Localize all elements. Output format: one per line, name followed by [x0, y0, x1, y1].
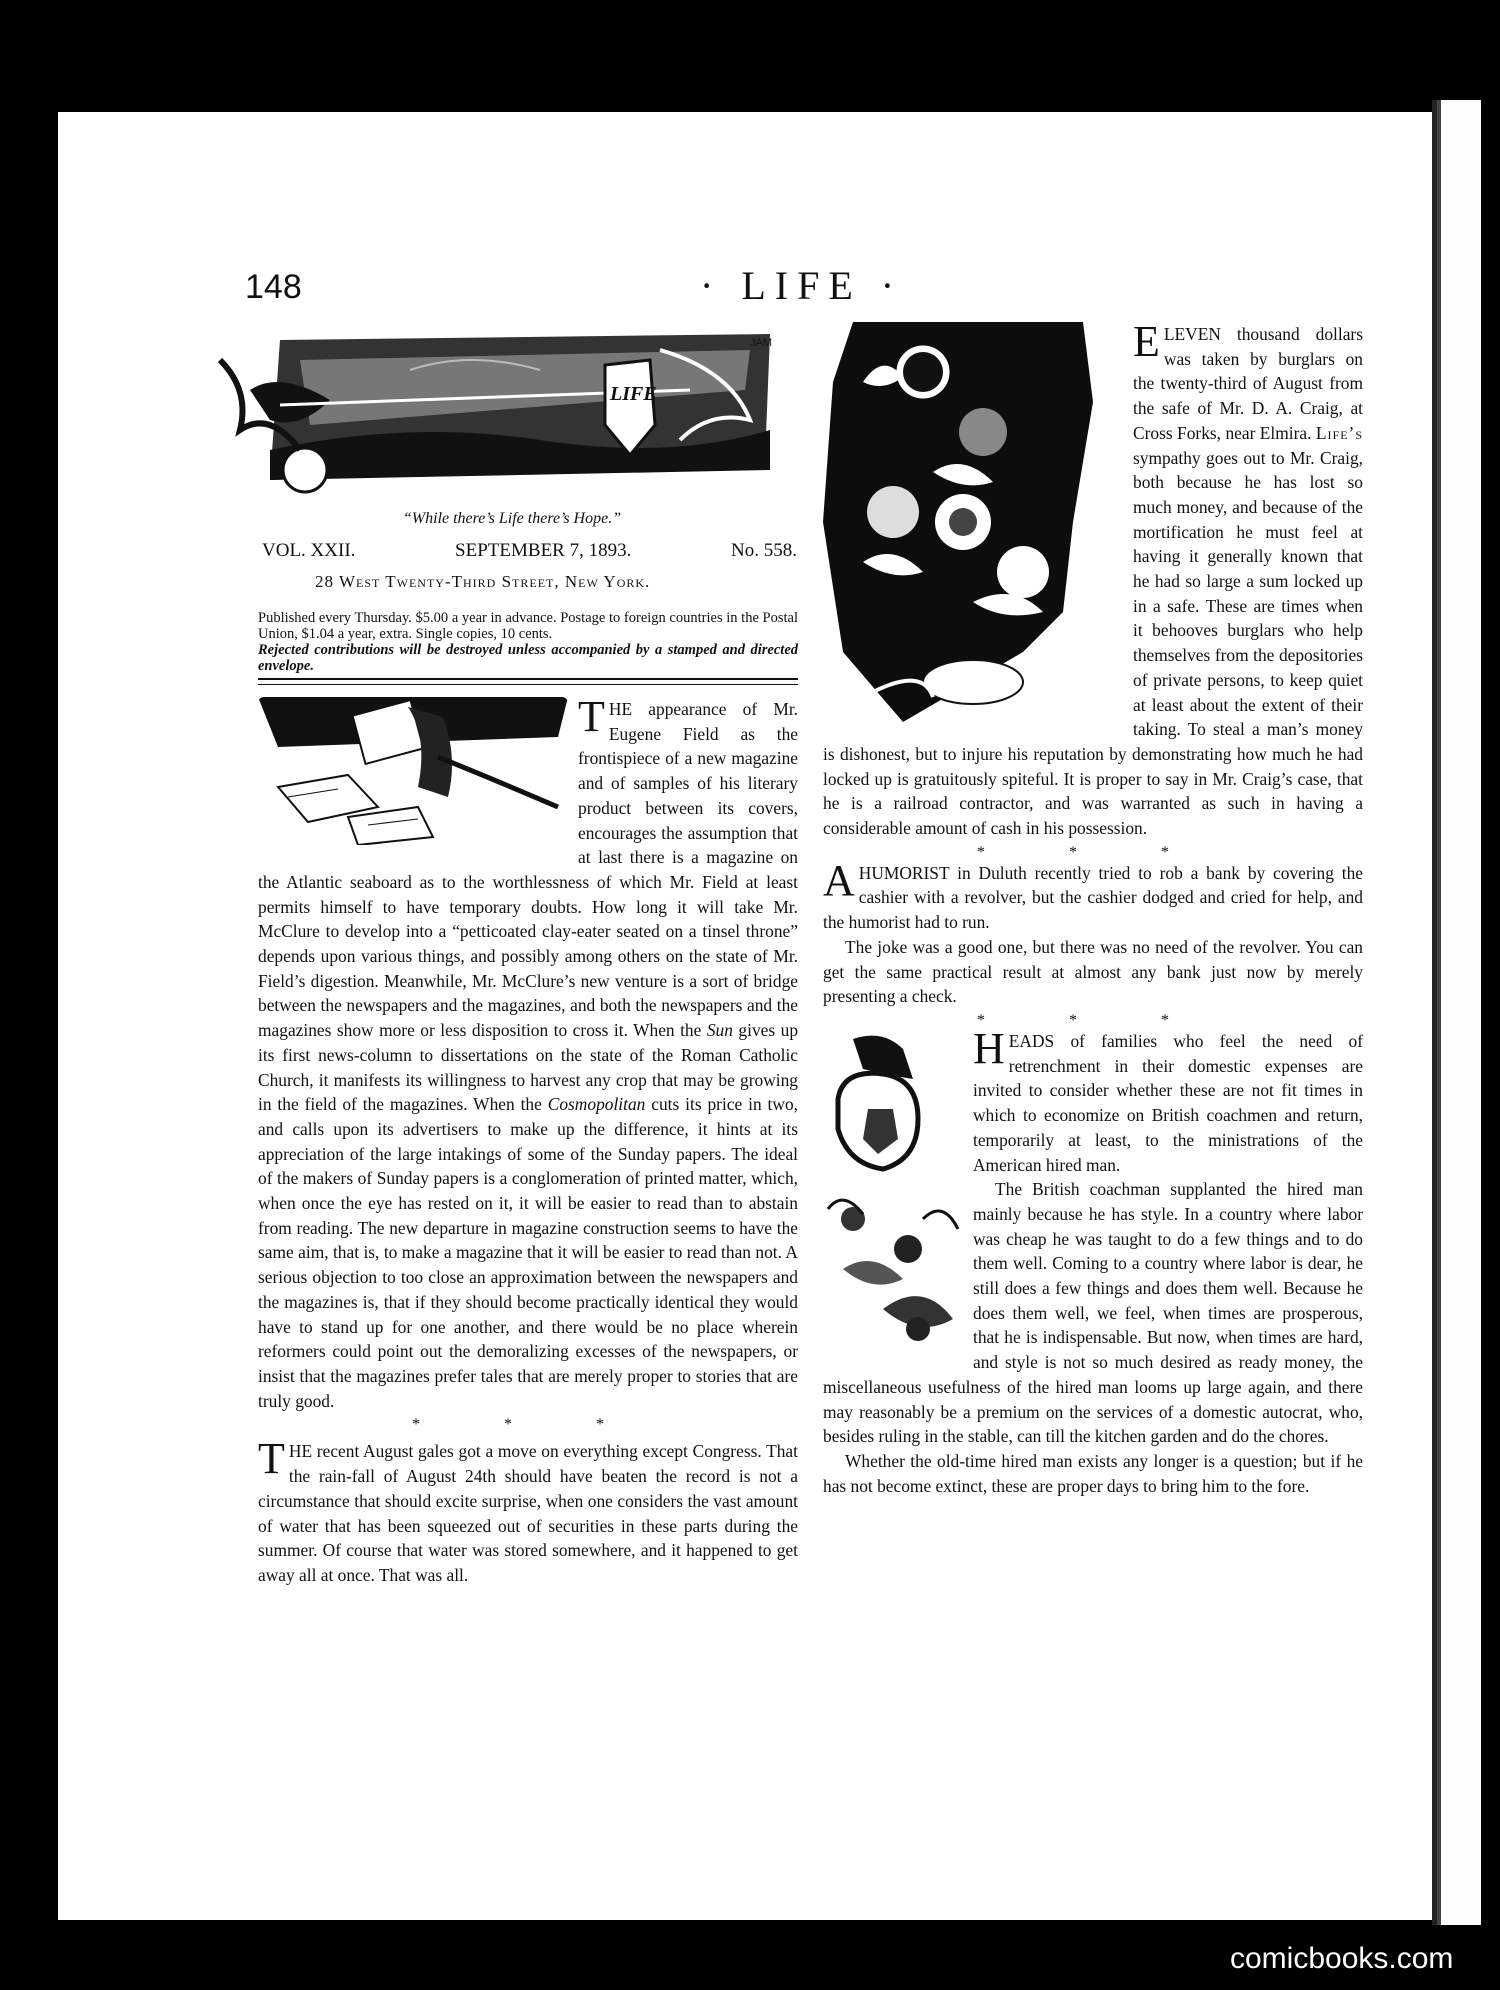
- dropcap: E: [1133, 317, 1160, 366]
- dropcap: A: [823, 855, 855, 905]
- page-number: 148: [245, 268, 302, 306]
- dropcap: T: [578, 692, 605, 741]
- motto: “While there’s Life there’s Hope.”: [402, 510, 622, 527]
- article-paragraph: The British coachman supplanted the hired man mainly because he has style. In a country where labor was cheap he was taught to do a few things and to do them well. Coming to a country where labor is dear, he still does a few things and does them well. Because he does them well, we feel, when times are prosperous, that he is indispensable. But now, when times are hard, and style is not so much desired as ready money, the miscellaneous usefulness of the hired man looms up large again, and there may reasonably be a premium on the services of a domestic autocrat, who, besides ruling in the stable, can till the kitchen garden and do the chores.: [823, 1179, 1363, 1447]
- issue-date: SEPTEMBER 7, 1893.: [455, 540, 632, 561]
- article-paragraph: The joke was a good one, but there was no need of the revolver. You can get the same practical result at almost any bank just now by merely presenting a check.: [823, 936, 1363, 1007]
- next-page-edge: [1437, 100, 1481, 1925]
- divider-rule: [258, 678, 798, 680]
- artist-signature: JAM: [750, 337, 772, 349]
- publication-notice: [258, 610, 798, 674]
- left-column: [258, 692, 799, 1588]
- section-separator: * * *: [412, 1416, 644, 1434]
- article-smallcaps: Life’s: [1315, 422, 1363, 443]
- article-text: HE appearance of Mr. Eugene Field as the frontispiece of a new magazine and of samples of his literary product between its covers, encourages the assumption that at last there is a magazine on the Atlantic seaboard as to the worthlessness of which Mr. Field at least permits himself to have temporary doubts. How long it will take Mr. McClure to develop into a “petticoated clay-eater seated on a tinsel throne” depends upon various things, and possibly among others on the state of Mr. Field’s digestion. Meanwhile, Mr. McClure’s new venture is a sort of bridge between the newspapers and the magazines, and both the newspapers and the magazines show more or less disposition to cross it. When the: [258, 699, 798, 1041]
- article-italic: Sun: [706, 1020, 733, 1041]
- article-text: cuts its price in two, and calls upon its advertisers to make up the difference, it hints at its appreciation of the large intakings of some of the Sunday papers. The ideal of the makers of Sunday papers is a conglomeration of printed matter, which, when once the eye has rested on it, it will be easier to read than to abstain from reading. The new departure in magazine construction seems to have the same aim, that is, to make a magazine that it will be easier to read than not. A serious objection to too close an approximation between the newspapers and the magazines is, that if they should become practically identical they would have to stand up for one another, and there would be no place wherein reformers could point out the demoralizing excesses of the newspapers, or insist that the magazines prefer tales that are merely proper to stories that are truly good.: [258, 1094, 798, 1411]
- article-text: LEVEN thousand dollars was taken by burglars on the twenty-third of August from the safe of Mr. D. A. Craig, at Cross Forks, near Elmira.: [1133, 324, 1363, 443]
- flying-coins-illustration: [823, 322, 1123, 732]
- address-line: 28 West Twenty-Third Street, New York.: [315, 572, 651, 591]
- article-text: EADS of families who feel the need of retrenchment in their domestic expenses are invited to consider whether these are not fit times in which to economize on British coachmen and return, temporarily at least, to the ministrations of the American hired man.: [973, 1030, 1363, 1175]
- article-text: sympathy goes out to Mr. Craig, both because he has lost so much money, and because of the mortification he must feel at having it generally known that he had so large a sum locked up in a safe. These are times when it behooves burglars who help themselves from the depositories of private persons, to keep quiet at least about the extent of their taking. To steal a man’s money is dishonest, but to injure his reputation by demonstrating how much he had locked up is gratuitously spiteful. It is proper to say in Mr. Craig’s case, that he is a railroad contractor, and was warranted as such in having a considerable amount of cash in his possession.: [823, 447, 1363, 839]
- article-text: HE recent August gales got a move on everything except Congress. That the rain-fall of August 24th should have beaten the record is not a circumstance that should excite surprise, when one considers the vast amount of water that has been squeezed out of securities in these parts during the summer. Of course that water was stored somewhere, and it happened to get away all at once. That was all.: [258, 1441, 798, 1585]
- dropcap: T: [258, 1434, 285, 1484]
- header-illustration: [210, 330, 802, 500]
- masthead-title: · LIFE ·: [700, 263, 904, 308]
- books-illustration: [258, 697, 568, 845]
- article-italic: Cosmopolitan: [547, 1094, 646, 1115]
- section-separator: * * *: [977, 1011, 1209, 1029]
- section-separator: * * *: [977, 843, 1209, 861]
- notice-text: Published every Thursday. $5.00 a year in advance. Postage to foreign countries in the Postal Union, $1.04 a year, extra. Single copies, 10 cents.: [258, 610, 798, 642]
- coachman-illustration: [823, 1029, 963, 1359]
- right-column: [823, 317, 1363, 1498]
- article-text: gives up its first news-column to dissertations on the state of the Roman Catholic Church, it manifests its willingness to harvest any crop that may be growing in the field of the magazines. When the: [258, 1020, 799, 1115]
- article-text: HUMORIST in Duluth recently tried to rob a bank by covering the cashier with a revolver, but the cashier dodged and cried for help, and the humorist had to run.: [823, 862, 1363, 933]
- watermark: comicbooks.com: [1230, 1942, 1454, 1975]
- notice-italic: Rejected contributions will be destroyed unless accompanied by a stamped and directed envelope.: [258, 642, 798, 674]
- divider-rule: [258, 684, 798, 685]
- volume: VOL. XXII.: [262, 540, 356, 561]
- issue-number: No. 558.: [731, 540, 797, 561]
- article-paragraph: Whether the old-time hired man exists any longer is a question; but if he has not become extinct, these are proper days to bring him to the fore.: [823, 1450, 1363, 1496]
- dropcap: H: [973, 1023, 1005, 1073]
- issue-line: [262, 540, 797, 562]
- header-shield-text: LIFE: [610, 383, 657, 405]
